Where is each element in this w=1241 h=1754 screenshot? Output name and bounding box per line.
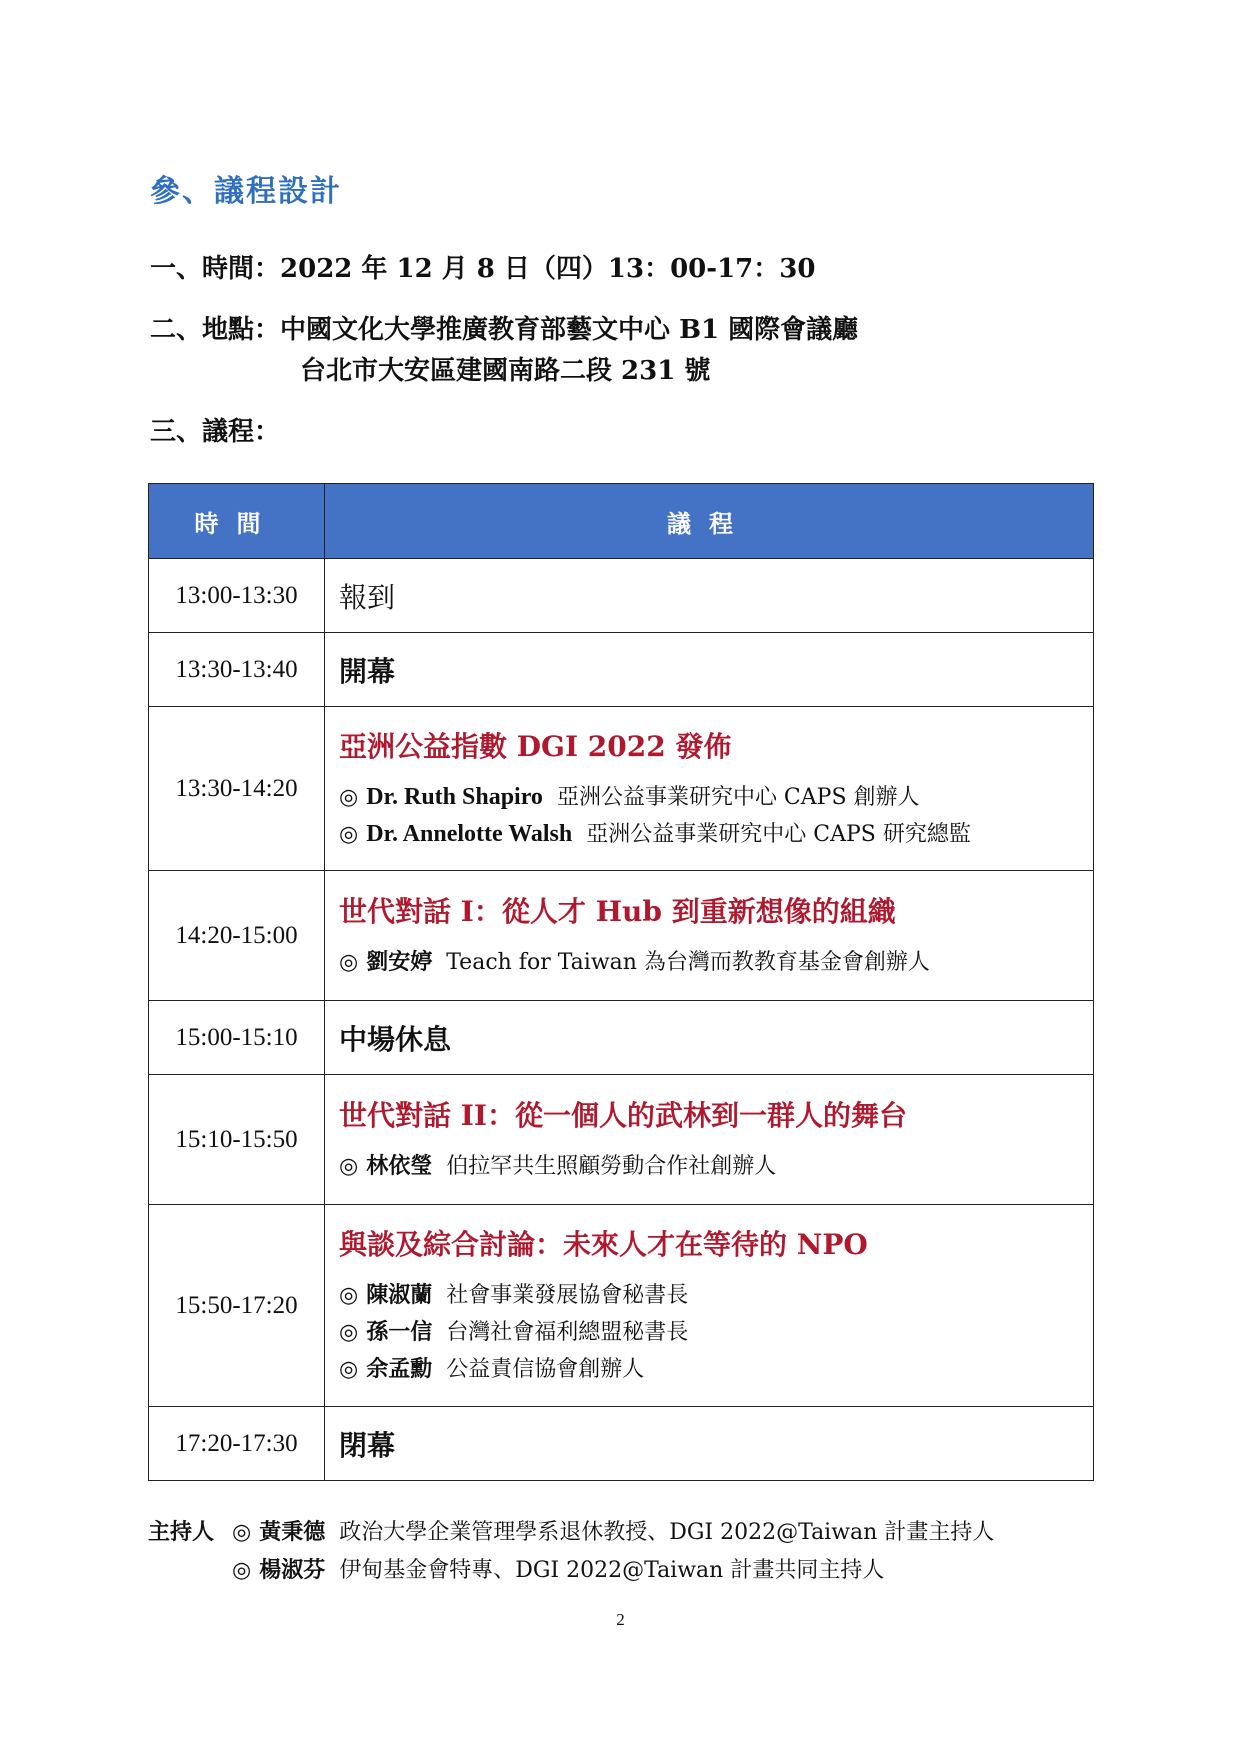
time-label: 一、時間： [150, 254, 281, 284]
host-name: 楊淑芬 [259, 1557, 326, 1583]
agenda-content [325, 707, 1094, 871]
agenda-time: 15:00-15:10 [149, 1001, 325, 1075]
host-line [148, 1553, 994, 1591]
agenda-time: 15:50-17:20 [149, 1205, 325, 1407]
session-title: 世代對話 II：從一個人的武林到一群人的舞台 [339, 1099, 907, 1132]
speaker-role: 亞洲公益事業研究中心 CAPS 創辦人 [556, 784, 920, 810]
speaker-role: 公益責信協會創辦人 [446, 1357, 645, 1382]
session-title: 亞洲公益指數 DGI 2022 發佈 [339, 729, 732, 763]
section-title: 參、議程設計 [150, 174, 342, 209]
bullet-icon: ◎ [339, 1153, 359, 1179]
speaker-role: 社會事業發展協會秘書長 [446, 1283, 689, 1308]
agenda-row [149, 559, 1094, 633]
header-time: 時間 [149, 484, 325, 559]
agenda-item-text: 中場休息 [339, 1022, 452, 1056]
agenda-content [325, 633, 1094, 707]
agenda-row [149, 633, 1094, 707]
bullet-icon: ◎ [232, 1519, 252, 1545]
bullet-icon: ◎ [232, 1557, 252, 1583]
agenda-row [149, 1407, 1094, 1481]
agenda-content [325, 1075, 1094, 1205]
agenda-time: 17:20-17:30 [149, 1407, 325, 1481]
header-agenda: 議程 [325, 484, 1094, 559]
host-role: 伊甸基金會特專、DGI 2022@Taiwan 計畫共同主持人 [339, 1558, 885, 1583]
session-title: 與談及綜合討論：未來人才在等待的 NPO [339, 1228, 868, 1261]
agenda-content [325, 1407, 1094, 1481]
place-address: 台北市大安區建國南路二段 231 號 [300, 356, 711, 386]
speaker-name: 劉安婷 [366, 949, 433, 975]
speaker-name: 余孟勳 [366, 1356, 433, 1382]
speaker-name: 陳淑蘭 [366, 1282, 433, 1308]
agenda-row [149, 707, 1094, 871]
speaker-line [339, 816, 1093, 853]
speaker-name: 林依瑩 [366, 1153, 433, 1179]
agenda-row [149, 1205, 1094, 1407]
speaker-name: Dr. Annelotte Walsh [366, 820, 573, 847]
speaker-line [339, 1148, 1093, 1185]
agenda-label: 三、議程： [150, 417, 281, 447]
agenda-content [325, 871, 1094, 1001]
agenda-body [149, 559, 1094, 1481]
speaker-name: 孫一信 [366, 1319, 433, 1345]
speaker-role: 伯拉罕共生照顧勞動合作社創辦人 [446, 1154, 777, 1179]
time-value: 2022 年 12 月 8 日（四）13：00-17：30 [280, 254, 816, 284]
speaker-name: Dr. Ruth Shapiro [366, 783, 543, 810]
hosts-section [148, 1515, 994, 1591]
host-line [148, 1515, 994, 1553]
agenda-item-text: 開幕 [339, 654, 396, 688]
bullet-icon: ◎ [339, 783, 359, 810]
bullet-icon: ◎ [339, 820, 359, 847]
speaker-role: Teach for Taiwan 為台灣而教教育基金會創辦人 [446, 950, 930, 975]
agenda-time: 14:20-15:00 [149, 871, 325, 1001]
place-line [150, 309, 858, 346]
agenda-row [149, 1001, 1094, 1075]
speaker-line [339, 1277, 1093, 1314]
bullet-icon: ◎ [339, 1319, 359, 1345]
agenda-row [149, 871, 1094, 1001]
speaker-line [339, 779, 1093, 816]
bullet-icon: ◎ [339, 1282, 359, 1308]
time-line [150, 248, 815, 285]
agenda-header-row [149, 484, 1094, 559]
host-name: 黃秉德 [259, 1519, 326, 1545]
agenda-time: 15:10-15:50 [149, 1075, 325, 1205]
speaker-line [339, 1314, 1093, 1351]
place-label: 二、地點： [150, 315, 281, 345]
agenda-item-text: 報到 [339, 580, 396, 614]
place-value: 中國文化大學推廣教育部藝文中心 B1 國際會議廳 [280, 315, 859, 345]
agenda-table [148, 483, 1094, 1481]
agenda-content [325, 1001, 1094, 1075]
page-number: 2 [616, 1610, 625, 1629]
agenda-time: 13:00-13:30 [149, 559, 325, 633]
speaker-line [339, 944, 1093, 981]
agenda-content [325, 559, 1094, 633]
speaker-line [339, 1351, 1093, 1388]
bullet-icon: ◎ [339, 1356, 359, 1382]
agenda-item-text: 閉幕 [339, 1428, 396, 1462]
bullet-icon: ◎ [339, 949, 359, 975]
agenda-time: 13:30-13:40 [149, 633, 325, 707]
agenda-time: 13:30-14:20 [149, 707, 325, 871]
agenda-row [149, 1075, 1094, 1205]
host-role: 政治大學企業管理學系退休教授、DGI 2022@Taiwan 計畫主持人 [339, 1520, 995, 1545]
host-label: 主持人 [148, 1519, 215, 1545]
session-title: 世代對話 I：從人才 Hub 到重新想像的組織 [339, 895, 896, 928]
agenda-content [325, 1205, 1094, 1407]
speaker-role: 台灣社會福利總盟秘書長 [446, 1320, 689, 1345]
speaker-role: 亞洲公益事業研究中心 CAPS 研究總監 [586, 821, 971, 847]
